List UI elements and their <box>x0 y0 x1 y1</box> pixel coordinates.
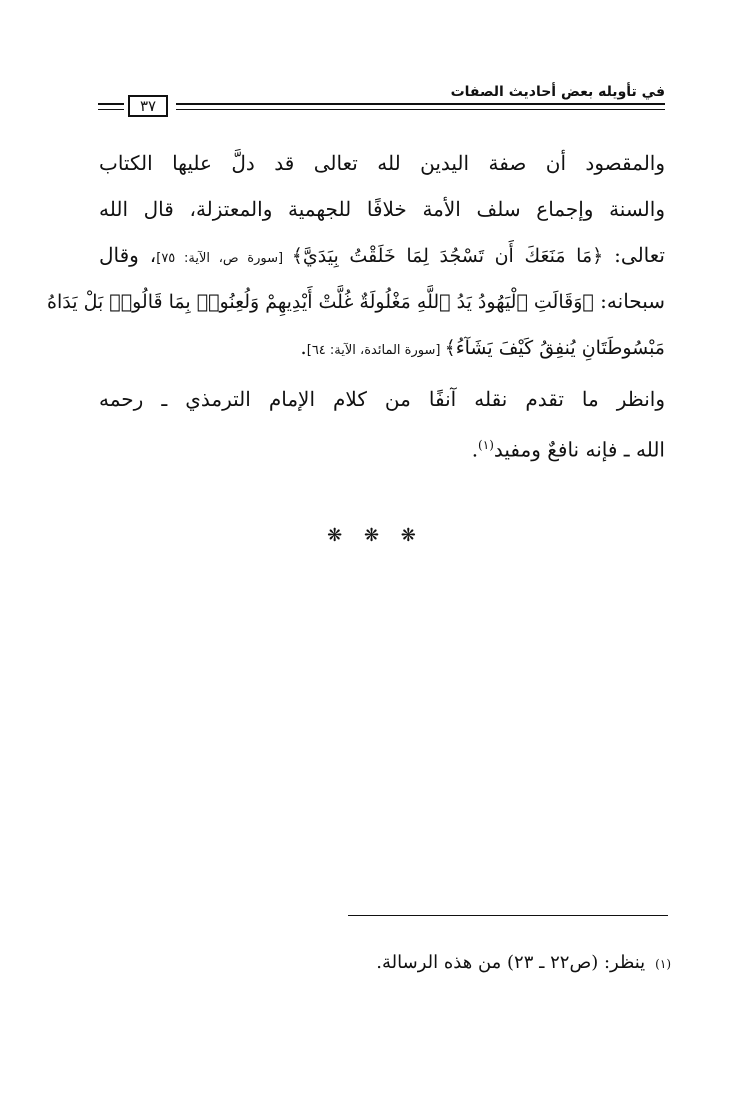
header-rule <box>176 103 665 105</box>
text-fragment: تعالى: <box>603 243 665 267</box>
paragraph-line: والمقصود أن صفة اليدين لله تعالى قد دلَّ عليها الكتاب <box>99 151 665 175</box>
page-number: ٣٧ <box>128 95 168 117</box>
paragraph-line: وانظر ما تقدم نقله آنفًا من كلام الإمام الترمذي ـ رحمه <box>99 387 665 411</box>
footnote-text: ينظر: (ص٢٢ ـ ٢٣) من هذه الرسالة. <box>376 952 646 973</box>
verse-reference: [سورة المائدة، الآية: ٦٤] <box>306 343 445 358</box>
footnote-divider <box>348 915 668 916</box>
paragraph-1 <box>47 140 665 370</box>
verse-reference: [سورة ص، الآية: ٧٥] <box>156 251 292 266</box>
header-rule-left-thin <box>98 109 124 110</box>
paragraph-line <box>47 278 665 324</box>
paragraph-line <box>99 422 665 468</box>
header-rule-thin <box>176 109 665 110</box>
footnote <box>376 952 671 973</box>
quran-verse: ﴿مَا مَنَعَكَ أَن تَسْجُدَ لِمَا خَلَقْتُ بِيَدَيَّ﴾ <box>291 245 604 267</box>
running-header-title: في تأويله بعض أحاديث الصفات <box>450 84 665 100</box>
footnote-number: (١) <box>655 957 671 971</box>
text-fragment: ، وقال <box>99 243 157 267</box>
header-rule-left <box>98 103 124 105</box>
text-fragment: . <box>300 335 307 359</box>
paragraph-line <box>99 324 665 370</box>
paragraph-line: والسنة وإجماع سلف الأمة خلافًا للجهمية والمعتزلة، قال الله <box>99 197 665 221</box>
footnote-marker: (١) <box>478 438 494 452</box>
text-fragment: سبحانه: <box>593 289 665 313</box>
quran-verse: ﴿وَقَالَتِ ٱلْيَهُودُ يَدُ ٱللَّهِ مَغْلُولَةٌ غُلَّتْ أَيْدِيهِمْ وَلُعِنُوا۟ بِمَا قَالُوا۟ بَلْ يَدَاهُ <box>47 291 594 313</box>
paragraph-line <box>99 232 665 278</box>
quran-verse: مَبْسُوطَتَانِ يُنفِقُ كَيْفَ يَشَآءُ﴾ <box>444 337 665 359</box>
paragraph-2 <box>99 376 665 468</box>
text-fragment: . <box>471 437 479 462</box>
text-fragment: الله ـ فإنه نافعٌ ومفيد <box>493 437 665 462</box>
section-separator: ❋ ❋ ❋ <box>327 525 424 546</box>
